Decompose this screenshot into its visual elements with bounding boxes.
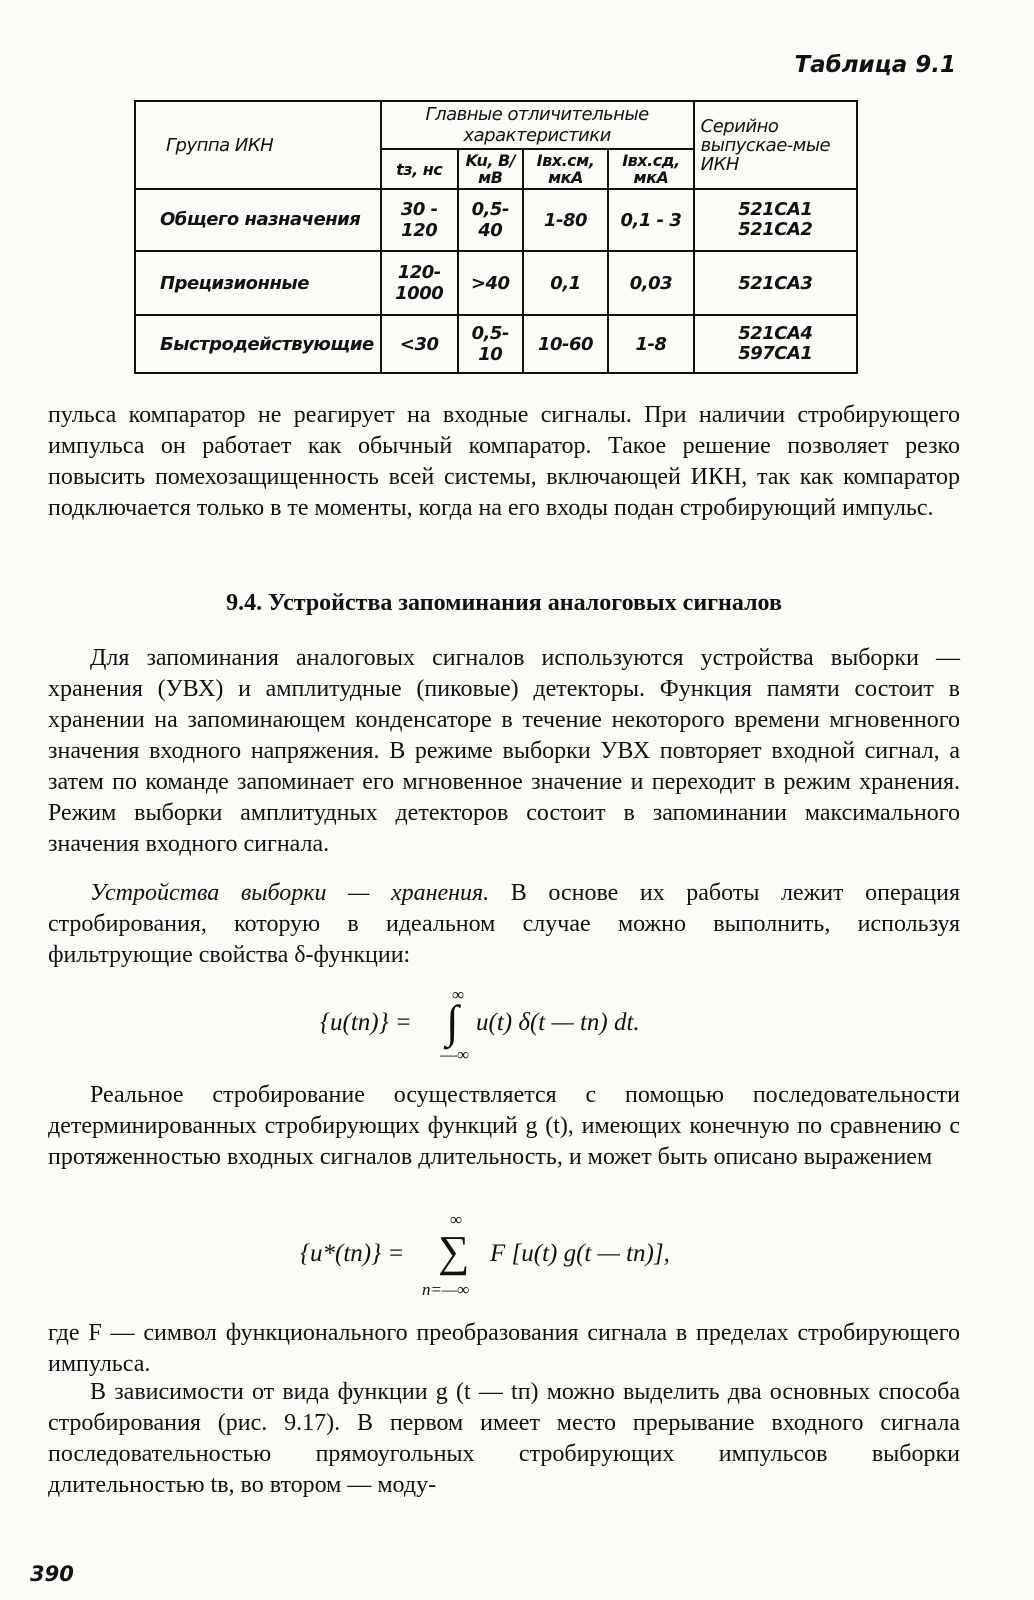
formula-1-lower: —∞ xyxy=(440,1045,470,1064)
cell-isd: 0,03 xyxy=(608,251,693,315)
paragraph-3 xyxy=(48,878,960,971)
paragraph-3-text: В основе их работы лежит операция стробирования, которую в идеальном случае можно выполнить, используя фильтрующие свойства δ-функции: xyxy=(48,880,960,968)
cell-serial: 521CA3 xyxy=(694,251,857,315)
cell-k: 0,5-40 xyxy=(458,189,523,251)
cell-k: >40 xyxy=(458,251,523,315)
cell-k: 0,5-10 xyxy=(458,315,523,373)
header-isd: Iвх.сд, мкА xyxy=(608,149,693,189)
paragraph-1 xyxy=(48,400,960,524)
formula-1-rhs: u(t) δ(t — tп) dt. xyxy=(476,1009,640,1036)
header-group: Группа ИКН xyxy=(135,101,381,189)
table-caption: Таблица 9.1 xyxy=(794,52,956,78)
formula-1-upper: ∞ xyxy=(452,985,465,1004)
paragraph-2 xyxy=(48,643,960,860)
cell-ism: 0,1 xyxy=(523,251,609,315)
cell-serial: 521CA4 597CA1 xyxy=(694,315,857,373)
formula-2-rhs: F [u(t) g(t — tп)], xyxy=(490,1240,670,1267)
table-row xyxy=(135,189,857,251)
cell-group: Общего назначения xyxy=(135,189,381,251)
paragraph-2-text: Для запоминания аналоговых сигналов используются устройства выборки — хранения (УВХ) и амплитудные (пиковые) детекторы. Функция памяти состоит в хранении на запоминающем конденсаторе в течение некоторого времени мгновенного значения входного напряжения. В режиме выборки УВХ повторяет входной сигнал, а затем по команде запоминает его мгновенное значение и переходит в режим хранения. Режим выборки амплитудных детекторов состоит в запоминании максимального значения входного сигнала. xyxy=(48,645,960,857)
paragraph-6-text: В зависимости от вида функции g (t — tп) можно выделить два основных способа стробирования (рис. 9.17). В первом имеет место прерывание входного сигнала последовательностью прямоугольных стробирующих импульсов выборки длительностью tв, во втором — моду- xyxy=(48,1379,960,1498)
cell-ism: 10-60 xyxy=(523,315,609,373)
formula-2 xyxy=(300,1210,720,1300)
cell-ism: 1-80 xyxy=(523,189,609,251)
formula-2-lhs: {u*(tп)} = xyxy=(300,1240,405,1267)
header-serial: Серийно выпускае-мые ИКН xyxy=(694,101,857,189)
cell-t: 30 - 120 xyxy=(381,189,458,251)
header-main-characteristics: Главные отличительные характеристики xyxy=(381,101,694,149)
page-number: 390 xyxy=(30,1562,74,1586)
paragraph-3-lead: Устройства выборки — хранения. xyxy=(90,880,490,906)
table-row xyxy=(135,315,857,373)
formula-1 xyxy=(320,985,740,1065)
paragraph-1-text: пульса компаратор не реагирует на входные сигналы. При наличии стробирующего импульса он работает как обычный компаратор. Такое решение позволяет резко повысить помехозащищенность всей системы, включающей ИКН, так как компаратор подключается только в те моменты, когда на его входы подан стробирующий импульс. xyxy=(48,402,960,521)
cell-group: Быстродействующие xyxy=(135,315,381,373)
comparator-table xyxy=(134,100,858,374)
header-t: tз, нс xyxy=(381,149,458,189)
section-title: 9.4. Устройства запоминания аналоговых сигналов xyxy=(226,590,782,616)
formula-1-lhs: {u(tп)} = xyxy=(320,1009,412,1036)
formula-2-upper: ∞ xyxy=(450,1210,463,1229)
table-row xyxy=(135,251,857,315)
header-ism: Iвх.см, мкА xyxy=(523,149,609,189)
paragraph-5 xyxy=(48,1318,960,1380)
cell-serial: 521CA1 521CA2 xyxy=(694,189,857,251)
cell-isd: 0,1 - 3 xyxy=(608,189,693,251)
formula-2-sum-icon: ∑ xyxy=(438,1227,470,1276)
cell-group: Прецизионные xyxy=(135,251,381,315)
cell-isd: 1-8 xyxy=(608,315,693,373)
cell-t: <30 xyxy=(381,315,458,373)
cell-t: 120-1000 xyxy=(381,251,458,315)
paragraph-5-text: где F — символ функционального преобразования сигнала в пределах стробирующего импульса. xyxy=(48,1320,960,1377)
paragraph-6 xyxy=(48,1377,960,1501)
header-k: Ku, В/мВ xyxy=(458,149,523,189)
formula-2-lower: n=—∞ xyxy=(422,1280,470,1299)
paragraph-4-text: Реальное стробирование осуществляется с помощью последовательности детерминированных стробирующих функций g (t), имеющих конечную по сравнению с протяженностью входных сигналов длительность, и может быть описано выражением xyxy=(48,1082,960,1170)
paragraph-4 xyxy=(48,1080,960,1173)
formula-1-integral-icon: ∫ xyxy=(446,996,459,1047)
